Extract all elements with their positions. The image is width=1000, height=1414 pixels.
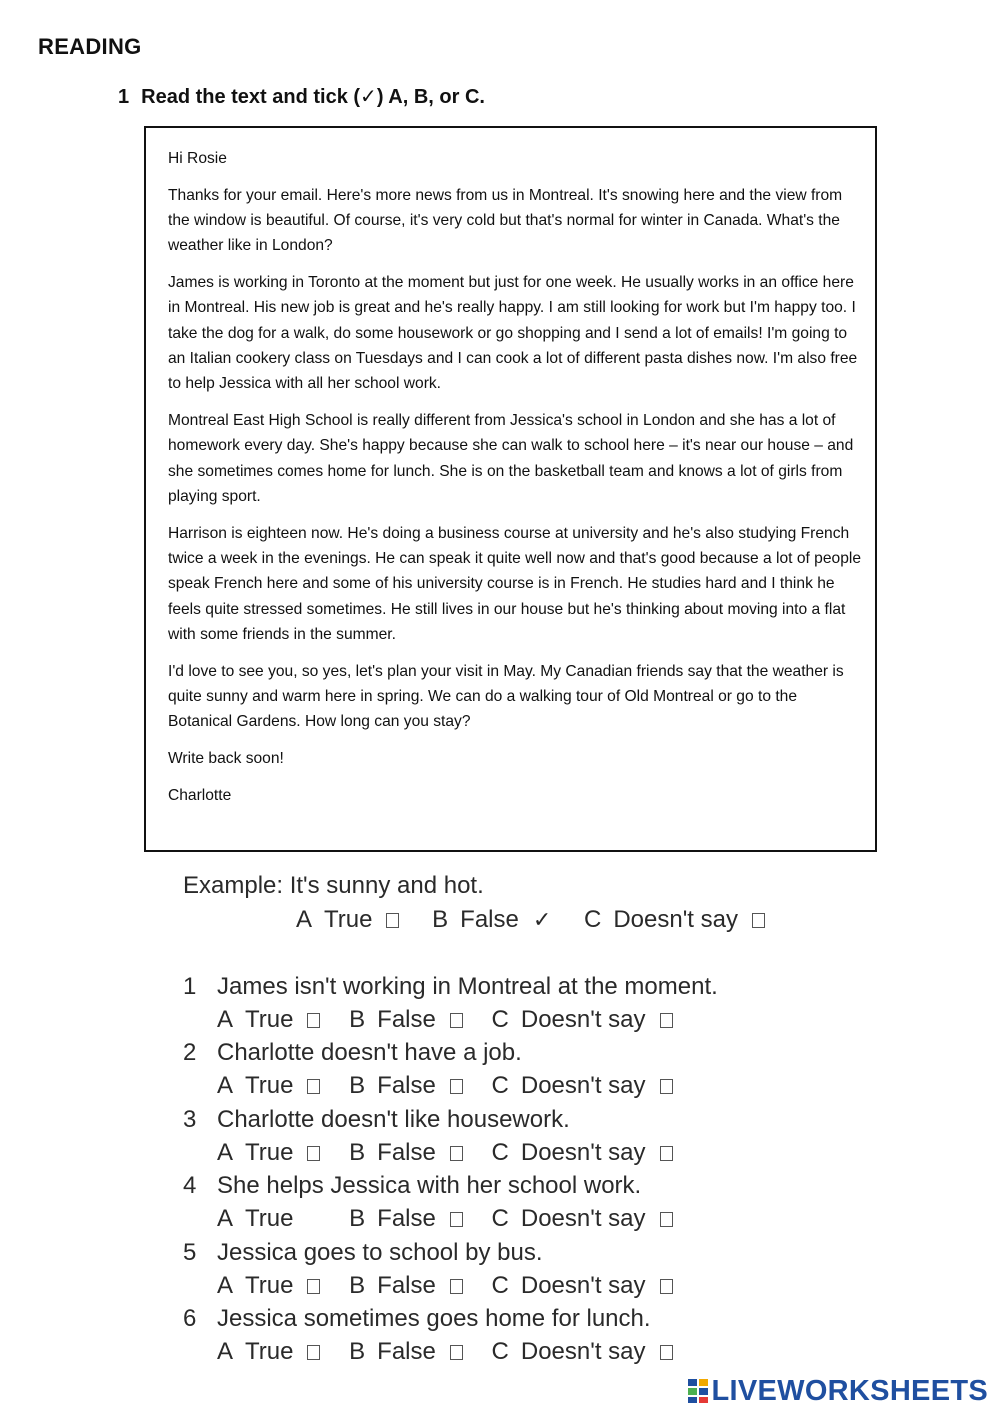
checkbox[interactable] <box>307 1146 320 1161</box>
option-label: Doesn't say <box>613 906 738 933</box>
option-b[interactable] <box>349 1338 463 1366</box>
letter-paragraph: James is working in Toronto at the moment but just for one week. He usually works in an office here in Montreal. His new job is great and he's really happy. I am still looking for work but I'm happy too. I take the dog for a walk, do some housework or go shopping and I send a lot of emails! I'm going to an Italian cookery class on Tuesdays and I can cook a lot of different pasta dishes now. I'm also free to help Jessica with all her school work. <box>168 274 858 393</box>
answer-options <box>217 1072 695 1100</box>
option-a[interactable] <box>217 1139 320 1167</box>
answer-options <box>217 1139 695 1167</box>
option-b[interactable] <box>349 1072 463 1100</box>
option-b[interactable] <box>349 1205 463 1233</box>
option-label: Doesn't say <box>520 1006 646 1033</box>
checkbox[interactable] <box>450 1279 463 1294</box>
option-label: True <box>245 1138 294 1166</box>
option-c[interactable] <box>492 1006 673 1034</box>
option-label: True <box>245 1337 294 1365</box>
instruction-text: Read the text and tick (✓) A, B, or C. <box>141 86 485 108</box>
checkbox[interactable] <box>450 1345 463 1360</box>
answer-options <box>217 1338 695 1366</box>
checkbox[interactable] <box>450 1013 463 1028</box>
letter-text <box>168 146 862 820</box>
checkbox[interactable] <box>660 1345 673 1360</box>
option-label: Doesn't say <box>520 1138 646 1166</box>
option-letter: B <box>349 1006 366 1033</box>
option-c[interactable] <box>492 1072 673 1100</box>
checkbox[interactable] <box>450 1212 463 1227</box>
checkbox[interactable] <box>660 1079 673 1094</box>
option-b[interactable] <box>349 1272 463 1300</box>
question-number: 6 <box>183 1304 197 1332</box>
option-letter: C <box>491 1337 509 1365</box>
option-a[interactable] <box>217 1205 320 1233</box>
option-label: Doesn't say <box>520 1205 646 1233</box>
option-label: Doesn't say <box>520 1271 646 1299</box>
checkbox[interactable] <box>307 1079 320 1094</box>
option-letter: C <box>491 1205 509 1233</box>
option-letter: B <box>432 906 449 933</box>
option-label: False <box>377 1006 436 1033</box>
checkmark-icon: ✓ <box>532 907 552 932</box>
checkbox[interactable] <box>660 1279 673 1294</box>
letter-paragraph: Harrison is eighteen now. He's doing a business course at university and he's also studying French twice a week in the evenings. He can speak it quite well now and that's good because a lot of people speak French here and some of his university course is in French. He studies hard and I think he feels quite stressed sometimes. He still lives in our house but he's thinking about moving into a flat with some friends in the summer. <box>168 524 862 644</box>
liveworksheets-logo-icon <box>687 1378 709 1404</box>
question-number: 2 <box>183 1039 197 1067</box>
question-number: 5 <box>183 1238 197 1266</box>
option-letter: A <box>217 1006 234 1033</box>
letter-paragraph: Montreal East High School is really different from Jessica's school in London and she has a lot of homework every day. She's happy because she can walk to school here – it's near our house – and she sometimes comes home for lunch. She is on the basketball team and knows a lot of girls from playing sport. <box>168 412 854 506</box>
question-statement: Charlotte doesn't have a job. <box>217 1039 522 1067</box>
option-letter: B <box>349 1072 366 1100</box>
checkbox[interactable] <box>307 1279 320 1294</box>
checkbox[interactable] <box>307 1345 320 1360</box>
instruction-number: 1 <box>118 86 130 108</box>
option-label: True <box>245 1006 294 1033</box>
letter-signature: Charlotte <box>168 787 232 805</box>
example-option-a <box>296 906 399 934</box>
option-label: True <box>245 1072 294 1100</box>
letter-box <box>144 126 877 852</box>
answer-options <box>217 1006 695 1034</box>
option-a[interactable] <box>217 1006 320 1034</box>
option-letter: A <box>217 1138 234 1166</box>
option-c[interactable] <box>492 1205 673 1233</box>
question-number: 4 <box>183 1172 197 1200</box>
option-label: False <box>377 1072 436 1100</box>
checkbox[interactable] <box>660 1212 673 1227</box>
question-statement: Jessica sometimes goes home for lunch. <box>217 1304 651 1332</box>
option-label: Doesn't say <box>520 1337 646 1365</box>
option-label: True <box>324 906 373 933</box>
option-letter: A <box>217 1271 234 1299</box>
option-label: False <box>377 1138 436 1166</box>
letter-paragraph: I'd love to see you, so yes, let's plan your visit in May. My Canadian friends say that the weather is quite sunny and warm here in spring. We can do a walking tour of Old Montreal or go to the Botanical Gardens. How long can you stay? <box>168 662 844 731</box>
question-number: 1 <box>183 973 197 1000</box>
checkbox[interactable] <box>450 1146 463 1161</box>
example-options <box>296 906 791 934</box>
option-letter: A <box>217 1337 234 1365</box>
option-c[interactable] <box>492 1272 673 1300</box>
question-statement: Charlotte doesn't like housework. <box>217 1105 570 1133</box>
answer-options <box>217 1205 695 1233</box>
checkbox[interactable] <box>450 1079 463 1094</box>
letter-closing: Write back soon! <box>168 750 284 768</box>
option-letter: B <box>349 1337 366 1365</box>
option-letter: B <box>349 1138 366 1166</box>
option-label: False <box>377 1271 436 1299</box>
section-title: READING <box>38 34 142 59</box>
option-b[interactable] <box>349 1139 463 1167</box>
option-label: Doesn't say <box>520 1072 646 1100</box>
option-label: True <box>245 1271 294 1299</box>
instruction <box>118 84 485 109</box>
example-text: It's sunny and hot. <box>289 872 484 899</box>
answer-options <box>217 1272 695 1300</box>
option-letter: B <box>349 1205 366 1233</box>
option-label: True <box>245 1205 294 1233</box>
option-label: False <box>377 1205 436 1233</box>
option-letter: A <box>217 1205 234 1233</box>
option-letter: C <box>491 1006 509 1033</box>
question-statement: Jessica goes to school by bus. <box>217 1238 543 1266</box>
letter-paragraph: Thanks for your email. Here's more news from us in Montreal. It's snowing here and the view from the window is beautiful. Of course, it's very cold but that's normal for winter in Canada. What's the weather like in London? <box>168 186 843 255</box>
option-label: False <box>460 906 519 933</box>
option-letter: C <box>491 1138 509 1166</box>
example-statement <box>183 872 484 900</box>
question-statement: She helps Jessica with her school work. <box>217 1172 642 1200</box>
checkbox[interactable] <box>660 1146 673 1161</box>
option-a[interactable] <box>217 1272 320 1300</box>
example-option-b <box>432 906 551 934</box>
checkbox <box>386 913 399 928</box>
question-statement: James isn't working in Montreal at the moment. <box>217 973 718 1000</box>
liveworksheets-logo <box>687 1374 989 1408</box>
example-option-c <box>584 906 765 934</box>
option-label: False <box>377 1337 436 1365</box>
option-letter: C <box>491 1072 509 1100</box>
question-number: 3 <box>183 1105 197 1133</box>
option-b[interactable] <box>349 1006 463 1034</box>
checkbox <box>752 913 765 928</box>
option-letter: A <box>296 906 313 933</box>
option-letter: A <box>217 1072 234 1100</box>
letter-greeting: Hi Rosie <box>168 150 227 167</box>
liveworksheets-logo-text: LIVEWORKSHEETS <box>711 1374 988 1407</box>
checkbox[interactable] <box>307 1212 320 1227</box>
option-letter: C <box>491 1271 509 1299</box>
option-c[interactable] <box>492 1338 673 1366</box>
option-letter: C <box>583 906 602 933</box>
checkbox[interactable] <box>307 1013 320 1028</box>
option-a[interactable] <box>217 1338 320 1366</box>
option-c[interactable] <box>492 1139 673 1167</box>
option-letter: B <box>349 1271 366 1299</box>
example-prefix: Example: <box>183 872 284 899</box>
checkbox[interactable] <box>660 1013 673 1028</box>
option-a[interactable] <box>217 1072 320 1100</box>
